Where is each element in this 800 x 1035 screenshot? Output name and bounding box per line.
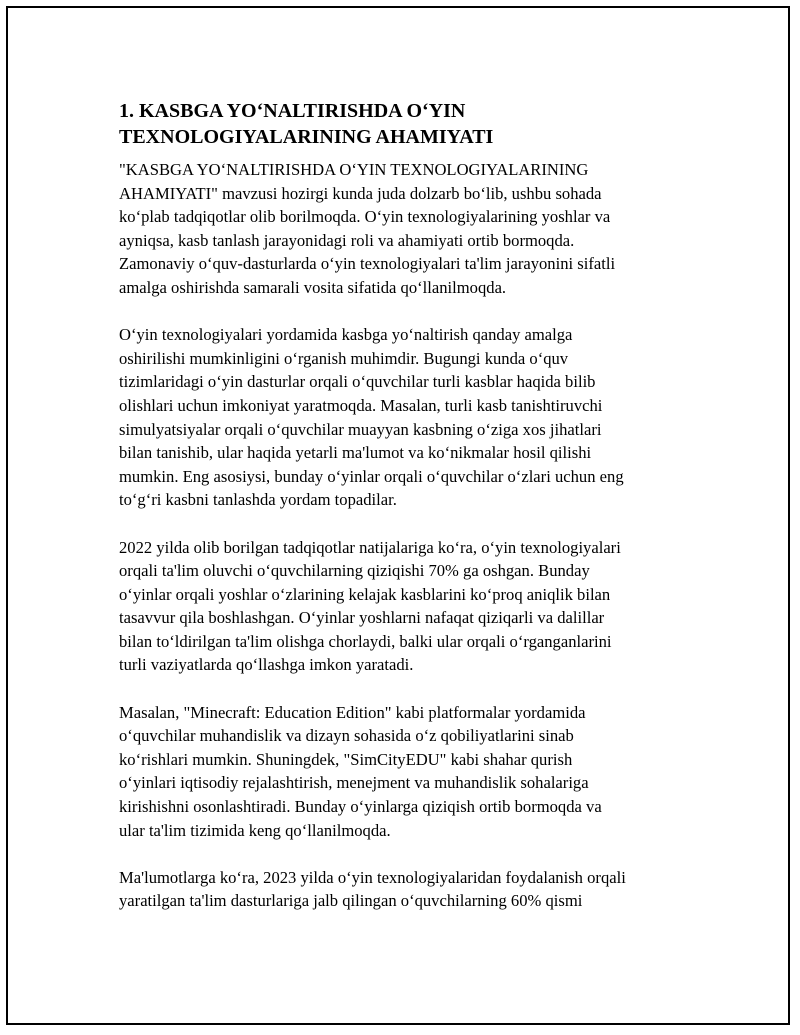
paragraph <box>119 866 699 913</box>
paragraph <box>119 536 699 678</box>
document-body <box>119 98 699 937</box>
text-line: bilan to‘ldirilgan ta'lim olishga chorlaydi, balki ular orqali o‘rganganlarini <box>119 631 612 651</box>
text-line: yaratilgan ta'lim dasturlariga jalb qilingan o‘quvchilarning 60% qismi <box>119 891 583 911</box>
text-line: kirishishni osonlashtiradi. Bunday o‘yinlarga qiziqish ortib bormoqda va <box>119 797 602 817</box>
text-line: turli vaziyatlarda qo‘llashga imkon yaratadi. <box>119 655 414 675</box>
text-line: ko‘rishlari mumkin. Shuningdek, "SimCityEDU" kabi shahar qurish <box>119 749 573 769</box>
text-line: bilan tanishib, ular haqida yetarli ma'lumot va ko‘nikmalar hosil qilishi <box>119 443 592 463</box>
text-line: AHAMIYATI" mavzusi hozirgi kunda juda dolzarb bo‘lib, ushbu sohada <box>119 183 602 203</box>
paragraph <box>119 701 699 843</box>
text-line: amalga oshirishda samarali vosita sifatida qo‘llanilmoqda. <box>119 277 507 297</box>
text-line: Masalan, "Minecraft: Education Edition" kabi platformalar yordamida <box>119 702 586 722</box>
text-line: tasavvur qila boshlashgan. O‘yinlar yoshlarni nafaqat qiziqarli va dalillar <box>119 608 605 628</box>
text-line: Zamonaviy o‘quv-dasturlarda o‘yin texnologiyalari ta'lim jarayonini sifatli <box>119 254 616 274</box>
text-line: 2022 yilda olib borilgan tadqiqotlar natijalariga ko‘ra, o‘yin texnologiyalari <box>119 537 621 557</box>
text-line: o‘yinlar orqali yoshlar o‘zlarining kelajak kasblarini ko‘proq aniqlik bilan <box>119 584 611 604</box>
heading-line: TEXNOLOGIYALARINING AHAMIYATI <box>119 126 494 148</box>
text-line: ko‘plab tadqiqotlar olib borilmoqda. O‘yin texnologiyalarining yoshlar va <box>119 207 611 227</box>
section-heading <box>119 98 699 150</box>
text-line: ayniqsa, kasb tanlash jarayonidagi roli va ahamiyati ortib bormoqda. <box>119 230 575 250</box>
text-line: Ma'lumotlarga ko‘ra, 2023 yilda o‘yin texnologiyalaridan foydalanish orqali <box>119 867 626 887</box>
text-line: "KASBGA YO‘NALTIRISHDA O‘YIN TEXNOLOGIYALARINING <box>119 160 589 179</box>
text-line: o‘quvchilar muhandislik va dizayn sohasida o‘z qobiliyatlarini sinab <box>119 726 574 746</box>
text-line: to‘g‘ri kasbni tanlashda yordam topadilar. <box>119 490 397 510</box>
text-line: orqali ta'lim oluvchi o‘quvchilarning qiziqishi 70% ga oshgan. Bunday <box>119 561 590 581</box>
page-frame <box>6 6 790 1025</box>
text-line: ular ta'lim tizimida keng qo‘llanilmoqda. <box>119 820 391 840</box>
paragraph <box>119 323 699 512</box>
text-line: tizimlaridagi o‘yin dasturlar orqali o‘quvchilar turli kasblar haqida bilib <box>119 372 596 392</box>
text-line: oshirilishi mumkinligini o‘rganish muhimdir. Bugungi kunda o‘quv <box>119 348 569 368</box>
paragraph <box>119 158 699 300</box>
text-line: O‘yin texnologiyalari yordamida kasbga yo‘naltirish qanday amalga <box>119 325 573 345</box>
text-line: mumkin. Eng asosiysi, bunday o‘yinlar orqali o‘quvchilar o‘zlari uchun eng <box>119 466 624 486</box>
heading-line: 1. KASBGA YO‘NALTIRISHDA O‘YIN <box>119 100 466 122</box>
text-line: simulyatsiyalar orqali o‘quvchilar muayyan kasbning o‘ziga xos jihatlari <box>119 419 602 439</box>
text-line: olishlari uchun imkoniyat yaratmoqda. Masalan, turli kasb tanishtiruvchi <box>119 395 603 415</box>
text-line: o‘yinlari iqtisodiy rejalashtirish, menejment va muhandislik sohalariga <box>119 773 589 793</box>
